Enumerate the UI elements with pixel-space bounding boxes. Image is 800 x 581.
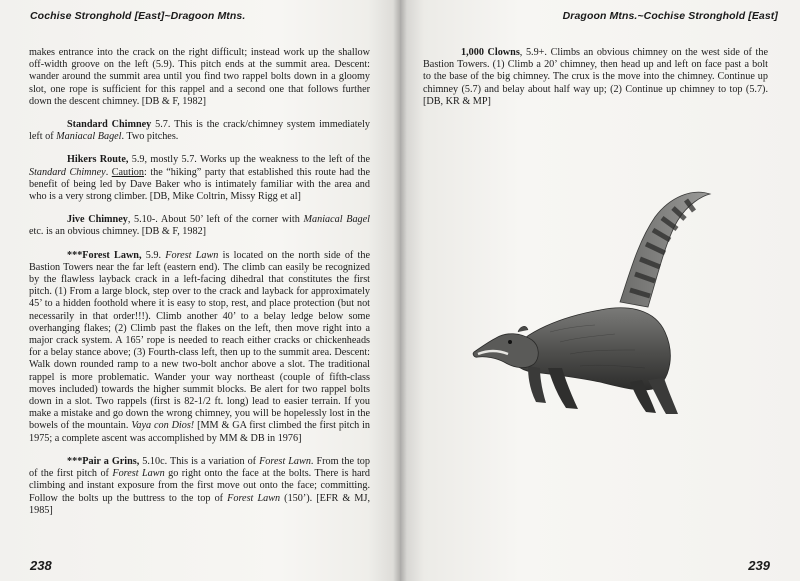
route-text: 5.7. This is the crack/chimney system immediately left of: [29, 119, 370, 143]
right-body-text: [423, 47, 768, 119]
route-text: : the “hiking” party that established this route had the benefit of being led by Dave Baker who is intimately familiar with the area and who is a very strong climber. [DB, Mike Coltrin, Missy Rigg et al]: [29, 166, 371, 203]
right-running-head: Dragoon Mtns.~Cochise Stronghold [East]: [562, 10, 778, 22]
route-text: .: [105, 166, 112, 178]
route-text: is located on the north side of the Bastion Towers near the far left (eastern end). The climb can easily be recognized by the flawless layback crack in a left-facing dihedral that constitutes the first pitch. (1) From a large block, step over to the crack and layback for approximately 45’ to a hidden foothold where it is easy to stop, rest, and place protection (but not necessarily in that order!!!). Climb another 40’ to a belay ledge below some overhanging flakes; (2) Climb past the flakes on the left, then move right into a major crack system. A 165’ rope is needed to reach either cracks or chickenheads for a belay stance above; (3) Fourth-class left, then up to the summit area. Descent: Walk down rounded ramp to a new two-bolt anchor above a slot. The traditional rappel is more problematic. Wander your way northeast (couple of fifth-class moves included) towards the higher summit blocks. Be alert for two rappel bolts down in a slot. Two rappels (first is 82-1/2 ft. long) lead to easier terrain. If you make a mistake and go down the wrong chimney, you will be hopelessly lost in the bowels of the mountain.: [29, 249, 370, 432]
route-reference: Forest Lawn: [112, 468, 165, 480]
right-page: [400, 0, 800, 581]
book-gutter: [393, 0, 407, 581]
route-text: (150’). [EFR & MJ, 1985]: [29, 492, 370, 516]
left-page-number: 238: [30, 558, 52, 573]
route-reference: Maniacal Bagel: [56, 131, 122, 143]
caution-label: Caution: [111, 166, 144, 178]
route-reference: Forest Lawn: [227, 492, 281, 504]
italic-phrase: Vaya con Dios!: [131, 420, 195, 432]
route-text: , 5.9+. Climbs an obvious chimney on the west side of the Bastion Towers. (1) Climb a 20’ chimney, then head up and left on face past a bolt to the base of the big chimney. The crux is the move into the chimney. Continue up chimney (5.7) and belay about half way up; (2) Continue up chimney to top (5.7). [DB, KR & MP]: [423, 47, 768, 107]
route-reference: Forest Lawn: [259, 455, 311, 467]
route-text: etc. is an obvious chimney. [DB & F, 1982]: [29, 226, 207, 238]
route-text: go right onto the face at the bolts. There is hard climbing and instant exposure from the first move out onto the face; committing. Follow the bolts up the buttress to the top of: [29, 468, 370, 504]
route-reference: Forest Lawn: [165, 249, 219, 261]
route-name: ***Pair a Grins,: [67, 455, 140, 467]
route-reference: Maniacal Bagel: [303, 214, 370, 226]
left-running-head: Cochise Stronghold [East]~Dragoon Mtns.: [30, 10, 246, 22]
route-text: 5.9.: [141, 249, 166, 261]
entry-jive-chimney: [29, 214, 370, 238]
route-name: Standard Chimney: [67, 119, 152, 131]
route-text: 5.9, mostly 5.7. Works up the weakness to the left of the: [128, 154, 370, 166]
entry-1000-clowns: [423, 47, 768, 108]
route-reference: Standard Chimney: [29, 166, 106, 178]
entry-standard-chimney: [29, 119, 370, 143]
route-text: 5.10c. This is a variation of: [139, 455, 260, 467]
route-name: 1,000 Clowns: [461, 47, 520, 58]
continued-paragraph: makes entrance into the crack on the right difficult; instead work up the shallow off-width groove on the left (5.9). This pitch ends at the summit area. Descent: wander around the summit area until you find two rappel bolts down in a gloomy slot, one rope is sufficient for this rappel and a second one that follows further down the descent chimney. [DB & F, 1982]: [29, 47, 370, 107]
route-text: . From the top of the first pitch of: [29, 455, 370, 480]
route-name: Jive Chimney: [67, 214, 128, 226]
left-body-text: [29, 47, 370, 528]
route-text: [MM & GA first climbed the first pitch in 1975; a complete ascent was accomplished by MM & DB in 1976]: [29, 420, 370, 444]
route-name: ***Forest Lawn,: [67, 249, 142, 261]
route-name: Hikers Route,: [67, 154, 129, 166]
entry-pair-a-grins: [29, 456, 370, 517]
entry-forest-lawn: [29, 250, 370, 445]
route-text: , 5.10-. About 50’ left of the corner with: [127, 214, 304, 226]
right-page-number: 239: [748, 558, 770, 573]
coati-illustration: [470, 182, 730, 422]
route-text: . Two pitches.: [121, 131, 179, 143]
entry-hikers-route: [29, 154, 370, 203]
